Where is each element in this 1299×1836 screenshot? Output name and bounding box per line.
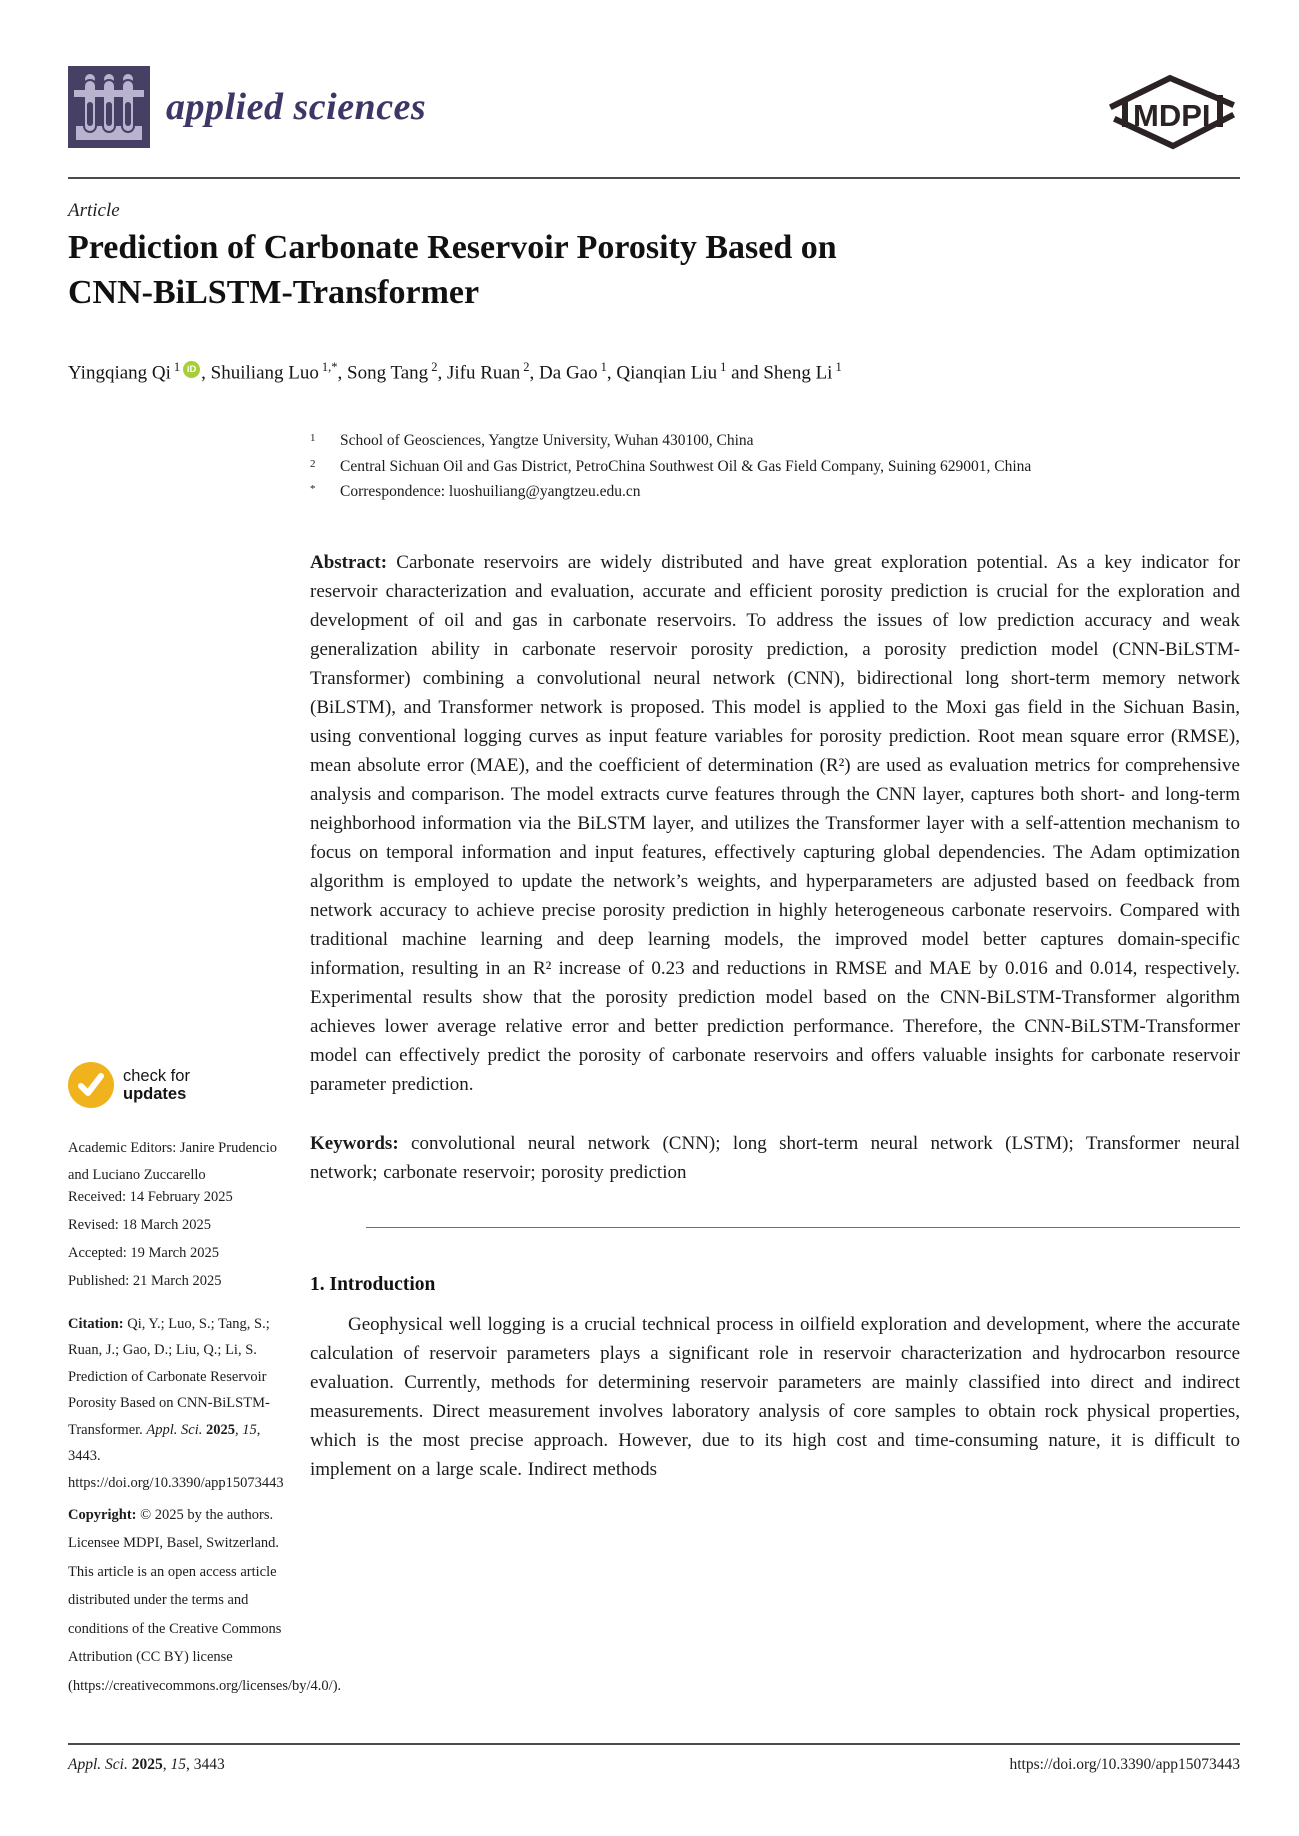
journal-name: applied sciences: [166, 86, 427, 128]
correspondence-marker: *: [310, 483, 316, 495]
citation-doi-link[interactable]: , 3443. https://doi.org/10.3390/app15073443: [68, 1421, 284, 1491]
affiliation-text: Central Sichuan Oil and Gas District, PetroChina Southwest Oil & Gas Field Company, Suining 629001, China: [340, 457, 1032, 475]
applied-sciences-logo-icon: [68, 66, 150, 148]
citation-authors-title: Qi, Y.; Luo, S.; Tang, S.; Ruan, J.; Gao, D.; Liu, Q.; Li, S. Prediction of Carbonate Reservoir Porosity Based on CNN-BiLSTM-Transformer.: [68, 1315, 270, 1438]
author-affiliation-sup: 1,*: [321, 360, 338, 374]
date-published: Published: 21 March 2025: [68, 1273, 222, 1289]
author-affiliation-sup: 2: [523, 360, 530, 374]
date-received: Received: 14 February 2025: [68, 1189, 233, 1205]
correspondence-row: [310, 479, 1250, 505]
footer-year: 2025: [131, 1756, 163, 1773]
author-affiliation-sup: 1: [720, 360, 727, 374]
footer-separator: ,: [162, 1756, 171, 1773]
author-line: [68, 360, 1208, 384]
author-separator: ,: [529, 362, 540, 384]
footer-journal: Appl. Sci.: [68, 1756, 132, 1773]
author-name: Shuiliang Luo: [210, 362, 319, 384]
affiliation-marker: 1: [310, 432, 316, 444]
article-type-label: Article: [68, 200, 120, 221]
footer-doi-link[interactable]: https://doi.org/10.3390/app15073443: [1009, 1756, 1240, 1773]
check-badge-line2: updates: [123, 1085, 187, 1103]
abstract-label: Abstract:: [310, 552, 388, 573]
check-badge-line1: check for: [123, 1067, 190, 1085]
affiliation-row: [310, 428, 1250, 454]
author-affiliation-sup: 2: [431, 360, 438, 374]
copyright-block: [68, 1501, 342, 1701]
date-accepted: Accepted: 19 March 2025: [68, 1245, 219, 1261]
abstract-paragraph: [310, 548, 1240, 1099]
article-dates: [68, 1183, 294, 1295]
footer-volume: 15: [170, 1756, 186, 1773]
citation-year: 2025: [206, 1421, 236, 1438]
author-name: Da Gao: [539, 362, 598, 384]
citation-separator: ,: [235, 1421, 243, 1438]
citation-journal: Appl. Sci.: [146, 1421, 207, 1438]
section-heading-introduction: 1. Introduction: [310, 1274, 436, 1295]
correspondence-text: [340, 479, 641, 505]
affiliation-text: School of Geosciences, Yangtze University, Wuhan 430100, China: [340, 432, 754, 449]
check-for-updates-button[interactable]: [68, 1062, 190, 1108]
author-name: Jifu Ruan: [446, 362, 521, 384]
author-affiliation-sup: 1: [173, 360, 181, 374]
author-affiliation-sup: 1: [600, 360, 607, 374]
abstract-text: Carbonate reservoirs are widely distributed and have great exploration potential. As a key indicator for reservoir characterization and evaluation, accurate and efficient porosity prediction is crucial for the exploration and development of oil and gas in carbonate reservoirs. To address the issues of low prediction accuracy and weak generalization ability in carbonate reservoir porosity prediction, a porosity prediction model (CNN-BiLSTM-Transformer) combining a convolutional neural network (CNN), bidirectional long short-term memory network (BiLSTM), and Transformer network is proposed. This model is applied to the Moxi gas field in the Sichuan Basin, using conventional logging curves as input feature variables for porosity prediction. Root mean square error (RMSE), mean absolute error (MAE), and the coefficient of determination (R²) are used as evaluation metrics for comprehensive analysis and comparison. The model extracts curve features through the CNN layer, captures both short- and long-term neighborhood information via the BiLSTM layer, and utilizes the Transformer layer with a self-attention mechanism to focus on temporal information and input features, effectively capturing global dependencies. The Adam optimization algorithm is employed to update the network’s weights, and hyperparameters are adjusted based on feedback from network accuracy to achieve precise porosity prediction in highly heterogeneous carbonate reservoirs. Compared with traditional machine learning and deep learning models, the improved model better captures domain-specific information, resulting in an R² increase of 0.23 and reductions in RMSE and MAE by 0.016 and 0.014, respectively. Experimental results show that the porosity prediction model based on the CNN-BiLSTM-Transformer algorithm achieves lower average relative error and better prediction performance. Therefore, the CNN-BiLSTM-Transformer model can effectively predict the porosity of carbonate reservoirs and offers valuable insights for carbonate reservoir parameter prediction.: [310, 552, 1240, 1095]
author-affiliation-sup: 1: [835, 360, 842, 374]
correspondence-label: Correspondence:: [340, 483, 449, 500]
main-column: [310, 548, 1240, 1484]
affiliations: [310, 428, 1250, 505]
mdpi-logo-text: MDPI: [1133, 98, 1211, 133]
citation-label: Citation:: [68, 1315, 128, 1332]
mdpi-logo[interactable]: [1107, 70, 1239, 152]
author-name: Yingqiang Qi: [68, 362, 171, 384]
title-line-1: Prediction of Carbonate Reservoir Porosity Based on: [68, 229, 837, 266]
author-separator: ,: [437, 362, 447, 384]
date-revised: Revised: 18 March 2025: [68, 1217, 211, 1233]
citation-volume: 15: [242, 1421, 257, 1438]
affiliation-row: [310, 454, 1250, 480]
footer-page: , 3443: [185, 1756, 225, 1773]
correspondence-email-link[interactable]: luoshuiliang@yangtzeu.edu.cn: [448, 483, 641, 500]
affiliation-marker: 2: [310, 457, 316, 470]
copyright-label: Copyright:: [68, 1506, 141, 1523]
academic-editors: Academic Editors: Janire Prudencio and Luciano Zuccarello: [68, 1139, 277, 1183]
orcid-icon[interactable]: iD: [183, 361, 200, 378]
keywords-label: Keywords:: [310, 1133, 399, 1154]
author-separator: and: [726, 362, 764, 384]
keywords-text: convolutional neural network (CNN); long short-term neural network (LSTM); Transformer neural network; carbonate reservoir; porosity prediction: [310, 1133, 1240, 1183]
copyright-text: © 2025 by the authors. Licensee MDPI, Basel, Switzerland. This article is an open access article distributed under the terms and conditions of the Creative Commons Attribution (CC BY) license (https://creativecommons.org/licenses/by/4.0/).: [68, 1506, 342, 1694]
author-name: Song Tang: [347, 362, 429, 384]
article-title: [68, 226, 1118, 316]
check-icon: [68, 1062, 114, 1108]
journal-logo: [68, 66, 426, 148]
author-separator: ,: [337, 362, 347, 384]
author-name: Qianqian Liu: [616, 362, 718, 384]
author-separator: ,: [201, 362, 211, 384]
introduction-paragraph: Geophysical well logging is a crucial technical process in oilfield exploration and development, where the accurate calculation of reservoir parameters plays a significant role in reservoir characterization and hydrocarbon resource evaluation. Currently, methods for determining reservoir parameters are mainly classified into direct and indirect measurements. Direct measurement involves laboratory analysis of core samples to obtain rock physical properties, which is the most precise approach. However, due to its high cost and time-consuming nature, it is difficult to implement on a large scale. Indirect methods: [310, 1314, 1240, 1480]
footer-divider: [68, 1743, 1240, 1745]
header-divider: [68, 177, 1240, 179]
keywords-paragraph: [310, 1129, 1240, 1187]
title-line-2: CNN-BiLSTM-Transformer: [68, 273, 480, 311]
check-badge-text: [123, 1067, 190, 1103]
author-name: Sheng Li: [763, 362, 833, 384]
author-separator: ,: [606, 362, 617, 384]
footer-citation: [68, 1756, 225, 1774]
citation-block: [68, 1311, 294, 1497]
keywords-divider: [366, 1227, 1240, 1228]
